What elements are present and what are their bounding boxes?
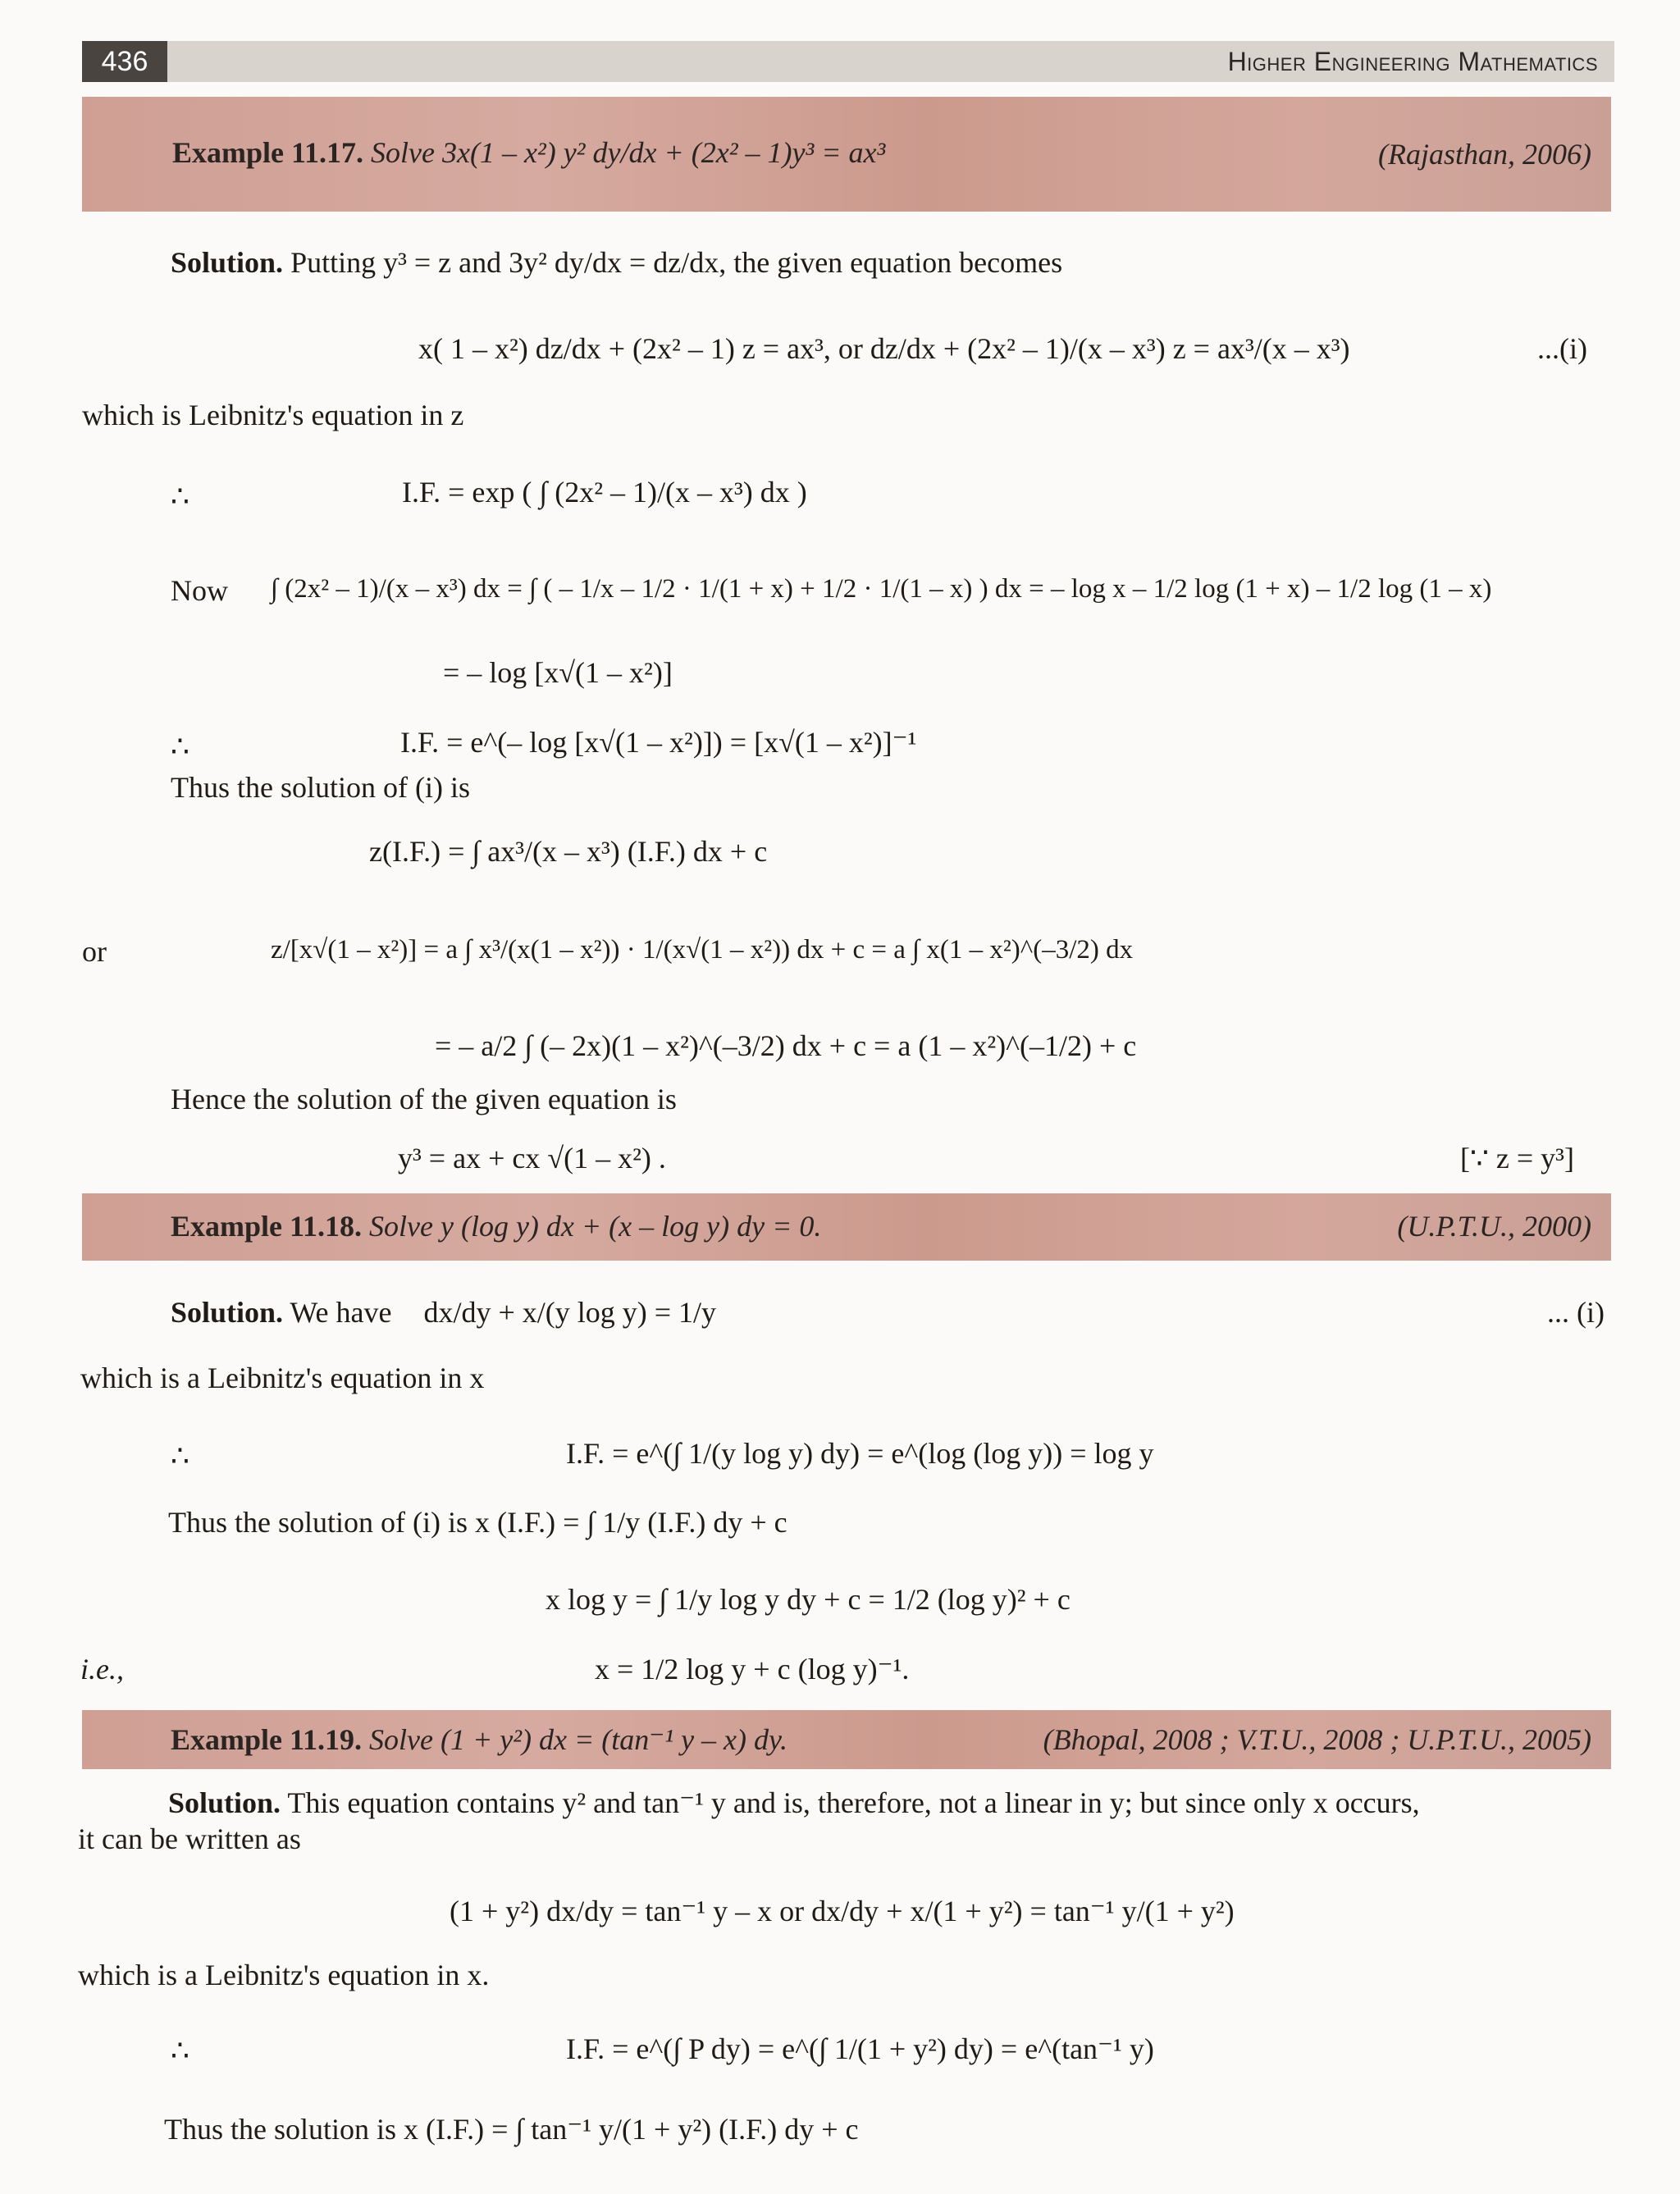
ex1118-integrating-factor: I.F. = e^(∫ 1/(y log y) dy) = e^(log (log y)) = log y [566,1437,1154,1470]
example-11-18-title: Example 11.18. Solve y (log y) dx + (x – log y) dy = 0. [171,1210,822,1243]
page-number: 436 [82,41,167,82]
ex1117-integrating-factor: I.F. = exp ( ∫ (2x² – 1)/(x – x³) dx ) [402,476,807,509]
ex1117-hence-text: Hence the solution of the given equation is [171,1083,677,1115]
ie-label: i.e., [80,1653,124,1685]
running-title: Higher Engineering Mathematics [167,41,1614,82]
ex1119-leibnitz-note: which is a Leibnitz's equation in x. [78,1959,490,1991]
example-11-17-reference: (Rajasthan, 2006) [1378,138,1591,171]
ex1119-solution-intro: Solution. This equation contains y² and tan⁻¹ y and is, therefore, not a linear in y; but since only x occurs, [168,1786,1420,1819]
ex1119-thus-text: Thus the solution is x (I.F.) = ∫ tan⁻¹ y/(1 + y²) (I.F.) dy + c [164,2113,859,2146]
ex1118-expression-2: x = 1/2 log y + c (log y)⁻¹. [595,1653,910,1685]
example-11-17-title: Example 11.17. Solve 3x(1 – x²) y² dy/dx + (2x² – 1)y³ = ax³ [172,136,886,169]
ex1117-log-expression: = – log [x√(1 – x²)] [443,656,673,689]
ex1117-final-note: [∵ z = y³] [1460,1142,1574,1175]
ex1117-thus-text: Thus the solution of (i) is [171,771,470,804]
ex1118-leibnitz-note: which is a Leibnitz's equation in x [80,1362,485,1394]
ex1118-thus-text: Thus the solution of (i) is x (I.F.) = ∫ 1/y (I.F.) dy + c [168,1506,788,1539]
ex1119-solution-intro-2: it can be written as [78,1822,301,1855]
ex1118-equation-tag: ... (i) [1547,1296,1605,1329]
ex1118-expression-1: x log y = ∫ 1/y log y dy + c = 1/2 (log y)² + c [546,1583,1071,1616]
ex1117-solution-equation: z(I.F.) = ∫ ax³/(x – x³) (I.F.) dx + c [369,835,768,868]
ex1117-expression-3: = – a/2 ∫ (– 2x)(1 – x²)^(–3/2) dx + c = a (1 – x²)^(–1/2) + c [435,1029,1137,1062]
example-11-19-banner [82,1710,1611,1769]
ex1117-equation-1: x( 1 – x²) dz/dx + (2x² – 1) z = ax³, or dz/dx + (2x² – 1)/(x – x³) z = ax³/(x – x³) [418,332,1350,365]
example-11-17-banner [82,97,1611,212]
ex1117-equation-1-tag: ...(i) [1537,332,1587,365]
therefore-symbol-4: ∴ [171,2034,189,2067]
therefore-symbol-2: ∴ [171,730,189,763]
example-11-19-title: Example 11.19. Solve (1 + y²) dx = (tan⁻¹ y – x) dy. [171,1723,788,1756]
ex1117-solution-intro: Solution. Putting y³ = z and 3y² dy/dx = dz/dx, the given equation becomes [171,246,1063,279]
ex1117-now-label: Now [171,574,228,607]
ex1119-integrating-factor: I.F. = e^(∫ P dy) = e^(∫ 1/(1 + y²) dy) = e^(tan⁻¹ y) [566,2032,1154,2065]
example-11-18-banner [82,1193,1611,1261]
example-11-19-reference: (Bhopal, 2008 ; V.T.U., 2008 ; U.P.T.U., 2005) [1043,1723,1591,1756]
ex1117-partial-fractions: ∫ (2x² – 1)/(x – x³) dx = ∫ ( – 1/x – 1/2 · 1/(1 + x) + 1/2 · 1/(1 – x) ) dx = – log x – 1/2 log (1 + x) – 1/2 log (1 – x) [271,574,1492,604]
ex1119-equation: (1 + y²) dx/dy = tan⁻¹ y – x or dx/dy + x/(1 + y²) = tan⁻¹ y/(1 + y²) [450,1895,1235,1927]
example-11-18-reference: (U.P.T.U., 2000) [1397,1210,1591,1243]
or-label: or [82,935,107,968]
ex1117-or-expression: z/[x√(1 – x²)] = a ∫ x³/(x(1 – x²)) · 1/(x√(1 – x²)) dx + c = a ∫ x(1 – x²)^(–3/2) dx [271,935,1134,965]
ex1117-final-solution: y³ = ax + cx √(1 – x²) . [398,1142,666,1175]
ex1117-integrating-factor-2: I.F. = e^(– log [x√(1 – x²)]) = [x√(1 – x²)]⁻¹ [400,726,917,759]
ex1118-solution-intro: Solution. We have dx/dy + x/(y log y) = 1/y [171,1296,717,1329]
ex1117-leibnitz-note: which is Leibnitz's equation in z [82,399,464,431]
therefore-symbol-3: ∴ [171,1439,189,1472]
therefore-symbol: ∴ [171,480,189,513]
